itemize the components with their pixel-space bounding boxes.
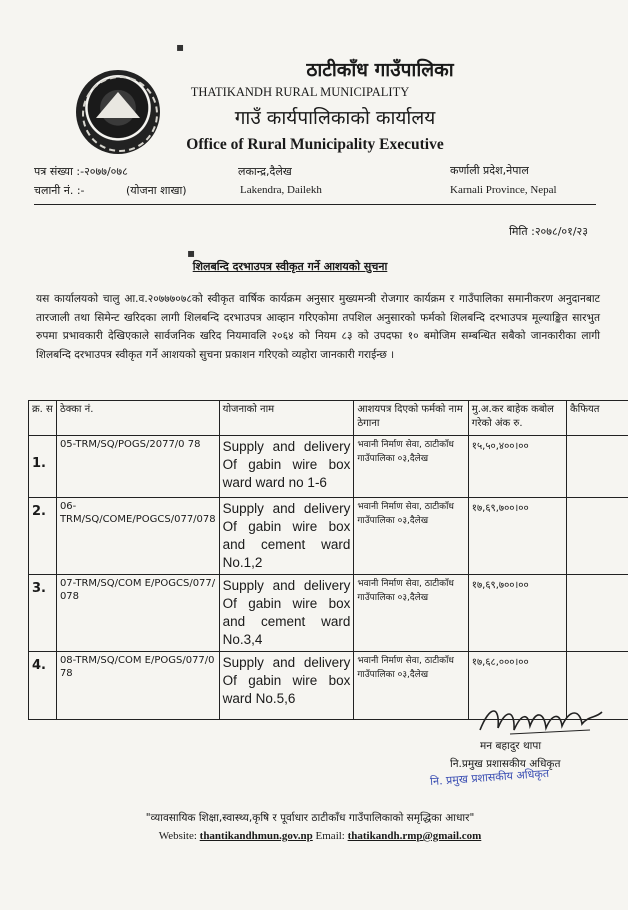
row-remarks <box>566 498 628 575</box>
row-code: 06-TRM/SQ/COME/POGCS/077/078 <box>56 498 219 575</box>
footer-slogan: "व्यावसायिक शिक्षा,स्वास्थ्य,कृषि र पूर्वाधार ठाटीकाँध गाउँपालिकाको समृद्धिका आधार" <box>145 812 475 824</box>
col-header-amount: मु.अ.कर बाहेक कबोल गरेको अंक रु. <box>468 401 566 436</box>
row-sn: 2. <box>29 498 57 575</box>
col-header-code: ठेक्का नं. <box>56 401 219 436</box>
footer-contact <box>80 830 560 842</box>
website-link[interactable]: thantikandhmun.gov.np <box>199 830 313 842</box>
row-amount: १७,६८,०००।०० <box>468 652 566 720</box>
row-name: Supply and delivery Of gabin wire box and cement ward No.3,4 <box>219 575 354 652</box>
scan-mark: ▪ <box>176 40 185 54</box>
row-amount: १५,५०,४००।०० <box>468 436 566 498</box>
row-firm: भवानी निर्माण सेवा, ठाटीकाँध गाउँपालिका ०३,दैलेख <box>354 436 468 498</box>
office-title-en: Office of Rural Municipality Executive <box>186 136 444 153</box>
row-name: Supply and delivery Of gabin wire box and cement ward No.1,2 <box>219 498 354 575</box>
row-sn: 1. <box>29 436 57 498</box>
col-header-name: योजनाको नाम <box>219 401 354 436</box>
municipality-title-np: ठाटीकाँध गाउँपालिका <box>306 59 454 81</box>
row-name: Supply and delivery Of gabin wire box ward ward no 1-6 <box>219 436 354 498</box>
bid-table <box>28 400 628 720</box>
website-label: Website: <box>158 830 197 842</box>
section-name: (योजना शाखा) <box>126 184 187 197</box>
notice-subject: शिलबन्दि दरभाउपत्र स्वीकृत गर्ने आशयको सुचना <box>192 260 388 273</box>
location-en: Lakendra, Dailekh <box>240 184 322 196</box>
province-np: कर्णाली प्रदेश,नेपाल <box>450 164 529 177</box>
row-sn: 4. <box>29 652 57 720</box>
row-amount: १७,६९,७००।०० <box>468 575 566 652</box>
row-code: 05-TRM/SQ/POGS/2077/0 78 <box>56 436 219 498</box>
table-header-row <box>29 401 628 436</box>
municipality-title-en: THATIKANDH RURAL MUNICIPALITY <box>190 85 410 99</box>
office-stamp: नि. प्रमुख प्रशासकीय अधिकृत <box>429 766 550 789</box>
row-code: 08-TRM/SQ/COM E/POGS/077/0 78 <box>56 652 219 720</box>
reference-number: पत्र संख्या :-२०७७/०७८ <box>34 165 128 178</box>
signatory-name: मन बहादुर थापा <box>480 740 542 752</box>
row-remarks <box>566 436 628 498</box>
row-firm: भवानी निर्माण सेवा, ठाटीकाँध गाउँपालिका ०३,दैलेख <box>354 575 468 652</box>
table-row <box>29 498 628 575</box>
row-sn: 3. <box>29 575 57 652</box>
seal-mountain-icon <box>96 92 140 118</box>
email-link[interactable]: thatikandh.rmp@gmail.com <box>347 830 482 842</box>
row-amount: १७,६९,७००।०० <box>468 498 566 575</box>
header-divider <box>34 204 596 205</box>
col-header-remarks: कैफियत <box>566 401 628 436</box>
signatory-title: नि.प्रमुख प्रशासकीय अधिकृत <box>450 758 561 770</box>
province-en: Karnali Province, Nepal <box>450 184 557 196</box>
col-header-sn: क्र. स <box>29 401 57 436</box>
dispatch-number: चलानी नं. :- <box>34 184 85 197</box>
row-name: Supply and delivery Of gabin wire box ward No.5,6 <box>219 652 354 720</box>
table-row <box>29 436 628 498</box>
scan-mark: ▪ <box>187 246 196 260</box>
table-row <box>29 575 628 652</box>
col-header-firm: आशयपत्र दिएको फर्मको नाम ठेगाना <box>354 401 468 436</box>
location-np: लकान्द्र,दैलेख <box>238 165 292 178</box>
email-label: Email: <box>315 830 345 842</box>
notice-body: यस कार्यालयको चालु आ.व.२०७७७०७८को स्वीकृत वार्षिक कार्यक्रम अनुसार मुख्यमन्त्री रोजगार कार्यक्रम र गाउँपालिका समानीकरण अनुदानबाट तारजाली तथा सिमेन्ट खरिदका लागी शिलबन्दि दरभाउपत्र आव्हान गरिएकोमा तपशिल अनुसारको फर्मको शिलबन्दि दरभाउपत्र मूल्याङ्कित सारभुत रुपमा प्रभावकारी देखिएकाले सार्वजनिक खरिद नियमावलि २०६४ को नियम ८३ को उपदफा १० बमोजिम सम्बन्धित सबैको जानकारीका लागी शिलबन्दि दरभाउपत्र स्वीकृत गर्ने आशयको सुचना प्रकाशन गरिएको व्यहोरा जानकारी गराईन्छ । <box>36 293 600 361</box>
letter-date: मिति :२०७८/०१/२३ <box>509 225 588 238</box>
row-code: 07-TRM/SQ/COM E/POGCS/077/ 078 <box>56 575 219 652</box>
handwritten-signature <box>470 700 610 740</box>
row-firm: भवानी निर्माण सेवा, ठाटीकाँध गाउँपालिका ०३,दैलेख <box>354 498 468 575</box>
office-title-np: गाउँ कार्यपालिकाको कार्यालय <box>234 107 436 129</box>
row-remarks <box>566 575 628 652</box>
row-firm: भवानी निर्माण सेवा, ठाटीकाँध गाउँपालिका ०३,दैलेख <box>354 652 468 720</box>
